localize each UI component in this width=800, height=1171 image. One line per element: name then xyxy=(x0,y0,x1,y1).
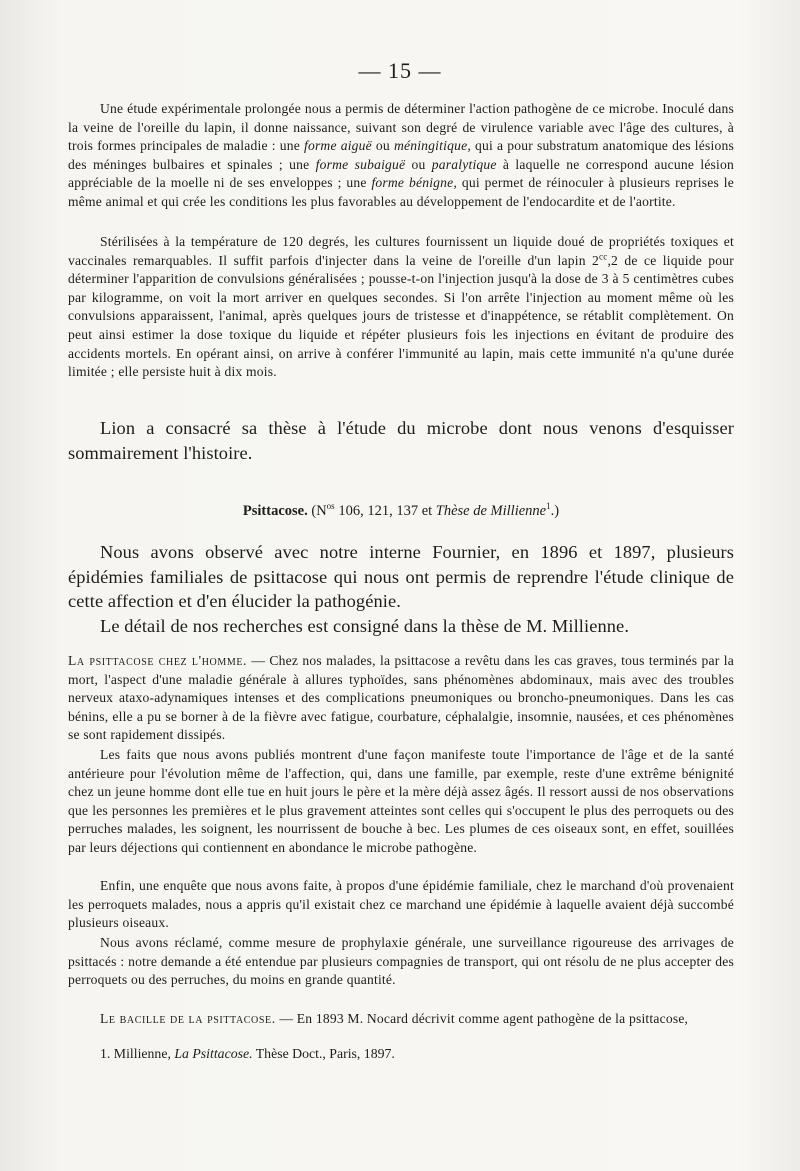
page-number: — 15 — xyxy=(358,58,442,83)
paragraph-merchant-inquiry: Enfin, une enquête que nous avons faite, à propos d'une épidémie familiale, chez le marchand d'où provenaient les perroquets malades, nous a appris qu'il existait chez ce marchand une épidémie à laquelle avaient déjà succombé plusieurs oiseaux. xyxy=(68,878,734,931)
paragraph-sterilized-cultures: Stérilisées à la température de 120 degrés, les cultures fournissent un liquide doué de propriétés toxiques et vaccinales remarquables. Il suffit parfois d'injecter dans la veine de l'oreille d'un lapin $2^{cc},2$ de ce liquide pour déterminer l'apparition de convulsions généralisées ; pousse-t-on l'injection jusqu'à la dose de 3 à 5 centimètres cubes par kilogramme, on voit la mort arriver en quelques secondes. Si l'on arrête l'injection au moment même où les convulsions apparaissent, l'animal, après quelques jours de tristesse et d'inappétence, se rétablit complètement. On peut ainsi estimer la dose toxique du liquide et répéter plusieurs fois les injections en évitant de produire des accidents mortels. En opérant ainsi, on arrive à conférer l'immunité au lapin, mais cette immunité n'a qu'une durée limitée ; elle persiste huit à dix mois. xyxy=(68,234,735,380)
paragraph-bacillus: Le bacille de la psittacose. — En 1893 M. Nocard décrivit comme agent pathogène de la psittacose, xyxy=(100,1011,689,1026)
section-heading-psittacose: Psittacose. ($N^{os}$ 106, 121, 137 et Thèse de Millienne$^1$.) xyxy=(242,501,560,519)
paragraph-lion-thesis: Lion a consacré sa thèse à l'étude du microbe dont nous venons d'esquisser sommairement l'histoire. xyxy=(68,418,734,463)
paragraph-psittacose-human: La psittacose chez l'homme. — Chez nos malades, la psittacose a revêtu dans les cas graves, tous terminés par la mort, l'aspect d'une maladie générale à allures typhoïdes, sans phénomènes abdominaux, mais avec des troubles nerveux ataxo-adynamiques intenses et des complications pneumoniques ou broncho-pneumoniques. Dans les cas bénins, elle a pu se borner à de la fièvre avec fatigue, courbature, céphalalgie, insomnie, nausées, et ces phénomènes se sont rapidement dissipés. xyxy=(68,653,734,743)
paragraph-prophylaxis: Nous avons réclamé, comme mesure de prophylaxie générale, une surveillance rigoureuse des arrivages de psittacés : notre demande a été entendue par plusieurs compagnies de transport, qui ont résolu de ne plus accepter des perroquets ou des perruches, du moins en grande quantité. xyxy=(68,935,734,988)
paragraph-age-importance: Les faits que nous avons publiés montrent d'une façon manifeste toute l'importance de l'âge et de la santé antérieure pour l'évolution même de l'affection, qui, dans une famille, par exemple, reste d'une extrême bénignité chez un jeune homme dont elle tue en huit jours le père et la mère déjà assez âgés. Il ressort aussi de nos observations que les personnes les premières et le plus gravement atteintes sont celles qui s'occupent le plus des perroquets ou des perruches malades, les soignent, les nourrissent de bouche à bec. Les plumes de ces oiseaux sont, en effet, souillées par leurs déjections qui contiennent en abondance le microbe pathogène. xyxy=(68,747,734,855)
paragraph-family-epidemics: Nous avons observé avec notre interne Fournier, en 1896 et 1897, plusieurs épidémies familiales de psittacose qui nous ont permis de reprendre l'étude clinique de cette affection et d'en élucider la pathogénie. xyxy=(68,542,734,612)
paragraph-pathogenic-action: Une étude expérimentale prolongée nous a permis de déterminer l'action pathogène de ce microbe. Inoculé dans la veine de l'oreille du lapin, il donne naissance, suivant son degré de virulence variable avec l'âge des cultures, à trois formes principales de maladie : une forme aiguë ou méningitique, qui a pour substratum anatomique des lésions des méninges bulbaires et spinales ; une forme subaiguë ou paralytique à laquelle ne correspond aucune lésion appréciable de la moelle ni de ses enveloppes ; une forme bénigne, qui permet de réinoculer à plusieurs reprises le même animal et qui crée les conditions les plus favorables au développement de l'endocardite et de l'aortite. xyxy=(68,101,735,209)
paragraph-millienne-thesis: Le détail de nos recherches est consigné dans la thèse de M. Millienne. xyxy=(100,616,630,636)
footnote: 1. Millienne, La Psittacose. Thèse Doct., Paris, 1897. xyxy=(100,1046,395,1061)
